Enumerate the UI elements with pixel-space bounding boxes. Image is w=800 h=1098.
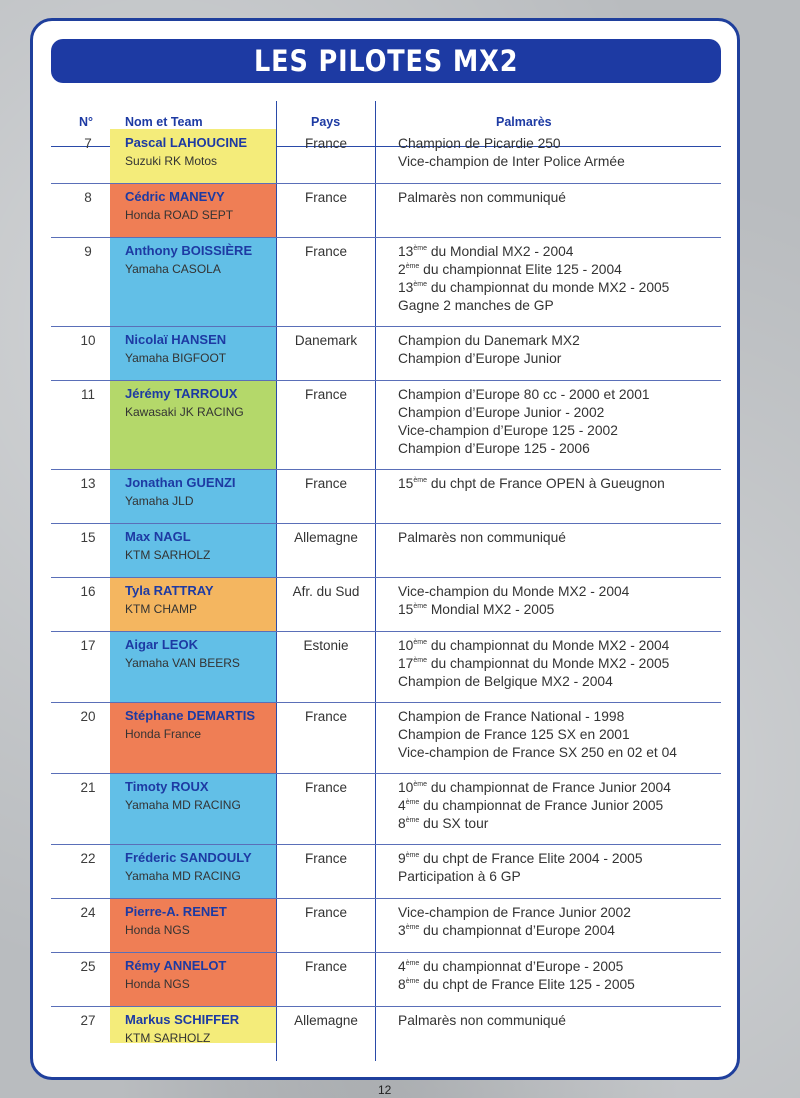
rider-name: Max NAGL: [125, 529, 191, 544]
rider-name-cell: [110, 326, 276, 380]
rider-name-cell: [110, 702, 276, 773]
row-divider: [51, 326, 721, 327]
palmares-text: Palmarès non communiqué: [398, 530, 566, 545]
palmares-text: Champion de France National - 1998: [398, 709, 625, 724]
rider-name: Anthony BOISSIÈRE: [125, 243, 253, 258]
header-palmares: Palmarès: [496, 115, 552, 129]
table-row: [33, 631, 737, 702]
rider-name: Aigar LEOK: [125, 637, 198, 652]
rider-name: Tyla RATTRAY: [125, 583, 214, 598]
rider-number: 10: [80, 333, 96, 348]
rider-country: Allemagne: [294, 1013, 358, 1028]
rider-palmares: [398, 1012, 566, 1030]
palmares-text: 10: [398, 780, 414, 795]
palmares-text: du championnat du monde MX2 - 2005: [426, 280, 670, 295]
palmares-text: du championnat d’Europe 2004: [419, 923, 615, 938]
palmares-ordinal: ème: [405, 263, 420, 270]
palmares-ordinal: ème: [405, 852, 420, 859]
header-name-team: Nom et Team: [125, 115, 203, 129]
rider-palmares: [398, 637, 669, 691]
palmares-text: du championnat du Monde MX2 - 2005: [426, 656, 670, 671]
header-country: Pays: [311, 115, 341, 129]
palmares-text: Participation à 6 GP: [398, 869, 521, 884]
palmares-text: du chpt de France Elite 2004 - 2005: [419, 851, 643, 866]
rider-team: Honda NGS: [125, 977, 190, 991]
rider-name: Rémy ANNELOT: [125, 958, 227, 973]
rider-number: 16: [80, 584, 96, 599]
palmares-line: [398, 243, 669, 261]
rider-number: 21: [80, 780, 96, 795]
palmares-text: Gagne 2 manches de GP: [398, 298, 554, 313]
palmares-text: 8: [398, 816, 406, 831]
rider-palmares: [398, 475, 665, 493]
palmares-line: [398, 153, 625, 171]
palmares-text: 17: [398, 656, 414, 671]
table-row: [33, 523, 737, 577]
palmares-line: [398, 673, 669, 691]
rider-name-cell: [110, 952, 276, 1006]
rider-number: 7: [84, 136, 92, 151]
rider-team: Suzuki RK Motos: [125, 154, 218, 168]
row-divider: [51, 523, 721, 524]
rider-number: 25: [80, 959, 96, 974]
palmares-text: 10: [398, 638, 414, 653]
palmares-text: du chpt de France Elite 125 - 2005: [419, 977, 635, 992]
rider-country: France: [304, 190, 348, 205]
row-divider: [51, 844, 721, 845]
rider-country: France: [304, 851, 348, 866]
palmares-text: Vice-champion de France SX 250 en 02 et 04: [398, 745, 677, 760]
table-row: [33, 952, 737, 1006]
rider-name: Jérémy TARROUX: [125, 386, 238, 401]
rider-team: Yamaha BIGFOOT: [125, 351, 227, 365]
palmares-text: Palmarès non communiqué: [398, 190, 566, 205]
palmares-line: [398, 708, 677, 726]
palmares-line: [398, 815, 671, 833]
palmares-ordinal: ème: [413, 281, 427, 288]
rider-country: Allemagne: [294, 530, 358, 545]
row-divider: [51, 702, 721, 703]
palmares-line: [398, 529, 566, 547]
rider-name-cell: [110, 237, 276, 326]
palmares-ordinal: ème: [413, 657, 427, 664]
rider-team: KTM CHAMP: [125, 602, 197, 616]
palmares-ordinal: ème: [405, 817, 420, 824]
palmares-text: Vice-champion de France Junior 2002: [398, 905, 631, 920]
page-number: 12: [378, 1083, 392, 1097]
rider-palmares: [398, 135, 625, 171]
palmares-line: [398, 440, 650, 458]
rider-number: 8: [84, 190, 92, 205]
rider-country: France: [304, 709, 348, 724]
palmares-ordinal: ème: [413, 639, 427, 646]
row-divider: [51, 469, 721, 470]
rider-name: Nicolaï HANSEN: [125, 332, 227, 347]
rider-name-cell: [110, 898, 276, 952]
palmares-text: Vice-champion de Inter Police Armée: [398, 154, 625, 169]
palmares-line: [398, 386, 650, 404]
rider-team: Honda NGS: [125, 923, 190, 937]
palmares-text: du chpt de France OPEN à Gueugnon: [426, 476, 665, 491]
palmares-text: Champion du Danemark MX2: [398, 333, 580, 348]
rider-name-cell: [110, 469, 276, 523]
palmares-text: Champion d’Europe 125 - 2006: [398, 441, 590, 456]
rider-country: France: [304, 136, 348, 151]
rider-team: Yamaha MD RACING: [125, 798, 241, 812]
table-row: [33, 898, 737, 952]
palmares-line: [398, 1012, 566, 1030]
palmares-text: du Mondial MX2 - 2004: [426, 244, 574, 259]
palmares-text: 13: [398, 244, 414, 259]
rider-palmares: [398, 958, 635, 994]
rider-team: Yamaha VAN BEERS: [125, 656, 240, 670]
rider-country: France: [304, 244, 348, 259]
palmares-line: [398, 655, 669, 673]
rider-team: KTM SARHOLZ: [125, 1031, 211, 1045]
palmares-line: [398, 261, 669, 279]
rider-country: France: [304, 387, 348, 402]
rider-palmares: [398, 708, 677, 762]
rider-palmares: [398, 243, 669, 315]
row-divider: [51, 237, 721, 238]
rider-table-card: [30, 18, 740, 1080]
palmares-ordinal: ème: [413, 603, 427, 610]
palmares-ordinal: ème: [405, 924, 420, 931]
rider-name-cell: [110, 380, 276, 469]
palmares-text: Champion de Belgique MX2 - 2004: [398, 674, 613, 689]
palmares-line: [398, 797, 671, 815]
row-divider: [51, 773, 721, 774]
header-num: N°: [79, 115, 94, 129]
rider-country: Estonie: [303, 638, 349, 653]
table-row: [33, 380, 737, 469]
rider-name-cell: [110, 523, 276, 577]
rider-palmares: [398, 850, 643, 886]
palmares-line: [398, 958, 635, 976]
table-row: [33, 702, 737, 773]
rider-number: 20: [80, 709, 96, 724]
table-row: [33, 577, 737, 631]
row-divider: [51, 631, 721, 632]
row-divider: [51, 577, 721, 578]
palmares-text: Mondial MX2 - 2005: [426, 602, 555, 617]
rider-team: Yamaha JLD: [125, 494, 194, 508]
table-row: [33, 129, 737, 183]
palmares-text: du championnat de France Junior 2005: [419, 798, 664, 813]
row-divider: [51, 380, 721, 381]
palmares-line: [398, 922, 631, 940]
rider-palmares: [398, 904, 631, 940]
table-row: [33, 183, 737, 237]
palmares-text: du championnat du Monde MX2 - 2004: [426, 638, 670, 653]
palmares-text: 9: [398, 851, 406, 866]
table-row: [33, 1006, 737, 1043]
table-row: [33, 469, 737, 523]
palmares-text: 3: [398, 923, 406, 938]
rider-country: France: [304, 780, 348, 795]
palmares-line: [398, 422, 650, 440]
palmares-text: du championnat d’Europe - 2005: [419, 959, 624, 974]
palmares-line: [398, 726, 677, 744]
rider-number: 24: [80, 905, 96, 920]
page-title: LES PILOTES MX2: [253, 44, 519, 78]
palmares-text: 4: [398, 798, 406, 813]
palmares-line: [398, 135, 625, 153]
rider-name-cell: [110, 631, 276, 702]
rider-name-cell: [110, 844, 276, 898]
palmares-line: [398, 779, 671, 797]
rider-number: 15: [80, 530, 96, 545]
palmares-ordinal: ème: [405, 960, 420, 967]
palmares-text: 13: [398, 280, 414, 295]
palmares-line: [398, 637, 669, 655]
rider-number: 22: [80, 851, 96, 866]
rider-palmares: [398, 583, 629, 619]
palmares-text: Champion de Picardie 250: [398, 136, 561, 151]
rider-country: France: [304, 959, 348, 974]
rider-name: Pascal LAHOUCINE: [125, 135, 248, 150]
rider-palmares: [398, 332, 580, 368]
rider-palmares: [398, 189, 566, 207]
palmares-text: du SX tour: [419, 816, 489, 831]
rider-name: Stéphane DEMARTIS: [125, 708, 256, 723]
palmares-text: 8: [398, 977, 406, 992]
palmares-line: [398, 189, 566, 207]
palmares-text: Champion d’Europe 80 cc - 2000 et 2001: [398, 387, 650, 402]
rider-team: Yamaha CASOLA: [125, 262, 221, 276]
rider-number: 13: [80, 476, 96, 491]
rider-number: 17: [80, 638, 96, 653]
palmares-text: 4: [398, 959, 406, 974]
palmares-line: [398, 976, 635, 994]
palmares-ordinal: ème: [413, 477, 427, 484]
row-divider: [51, 1006, 721, 1007]
rider-team: Yamaha MD RACING: [125, 869, 241, 883]
rider-name-cell: [110, 183, 276, 237]
palmares-line: [398, 904, 631, 922]
palmares-text: Champion d’Europe Junior - 2002: [398, 405, 605, 420]
palmares-text: 2: [398, 262, 406, 277]
rider-team: Honda ROAD SEPT: [125, 208, 234, 222]
rider-number: 11: [80, 387, 95, 402]
table-row: [33, 773, 737, 844]
palmares-line: [398, 350, 580, 368]
palmares-text: Champion de France 125 SX en 2001: [398, 727, 630, 742]
rider-name: Timoty ROUX: [125, 779, 209, 794]
rider-country: Danemark: [294, 333, 358, 348]
palmares-line: [398, 404, 650, 422]
palmares-ordinal: ème: [405, 978, 420, 985]
rider-number: 27: [80, 1013, 96, 1028]
palmares-ordinal: ème: [405, 799, 420, 806]
palmares-text: 15: [398, 476, 414, 491]
rider-name-cell: [110, 577, 276, 631]
rider-team: Honda France: [125, 727, 202, 741]
title-bar: [51, 39, 721, 83]
rider-palmares: [398, 529, 566, 547]
palmares-line: [398, 475, 665, 493]
palmares-line: [398, 297, 669, 315]
rider-name-cell: [110, 1006, 276, 1043]
row-divider: [51, 183, 721, 184]
rider-name-cell: [110, 129, 276, 183]
palmares-text: Champion d’Europe Junior: [398, 351, 562, 366]
table-row: [33, 326, 737, 380]
palmares-text: du championnat Elite 125 - 2004: [419, 262, 622, 277]
table-row: [33, 237, 737, 326]
rider-country: Afr. du Sud: [292, 584, 360, 599]
palmares-line: [398, 279, 669, 297]
rider-team: KTM SARHOLZ: [125, 548, 211, 562]
rider-country: France: [304, 476, 348, 491]
rider-name: Markus SCHIFFER: [125, 1012, 240, 1027]
row-divider: [51, 898, 721, 899]
palmares-text: Vice-champion d’Europe 125 - 2002: [398, 423, 618, 438]
palmares-line: [398, 868, 643, 886]
rider-palmares: [398, 779, 671, 833]
palmares-text: Palmarès non communiqué: [398, 1013, 566, 1028]
palmares-ordinal: ème: [413, 781, 427, 788]
rider-name: Cédric MANEVY: [125, 189, 225, 204]
palmares-text: Vice-champion du Monde MX2 - 2004: [398, 584, 630, 599]
rider-name: Fréderic SANDOULY: [125, 850, 252, 865]
palmares-text: 15: [398, 602, 414, 617]
palmares-line: [398, 583, 629, 601]
row-divider: [51, 952, 721, 953]
table-row: [33, 844, 737, 898]
rider-palmares: [398, 386, 650, 458]
palmares-ordinal: ème: [413, 245, 427, 252]
rider-name-cell: [110, 773, 276, 844]
palmares-line: [398, 744, 677, 762]
rider-name: Pierre-A. RENET: [125, 904, 227, 919]
rider-country: France: [304, 905, 348, 920]
rider-number: 9: [84, 244, 92, 259]
palmares-text: du championnat de France Junior 2004: [426, 780, 671, 795]
palmares-line: [398, 850, 643, 868]
rider-team: Kawasaki JK RACING: [125, 405, 244, 419]
rider-name: Jonathan GUENZI: [125, 475, 236, 490]
palmares-line: [398, 601, 629, 619]
palmares-line: [398, 332, 580, 350]
